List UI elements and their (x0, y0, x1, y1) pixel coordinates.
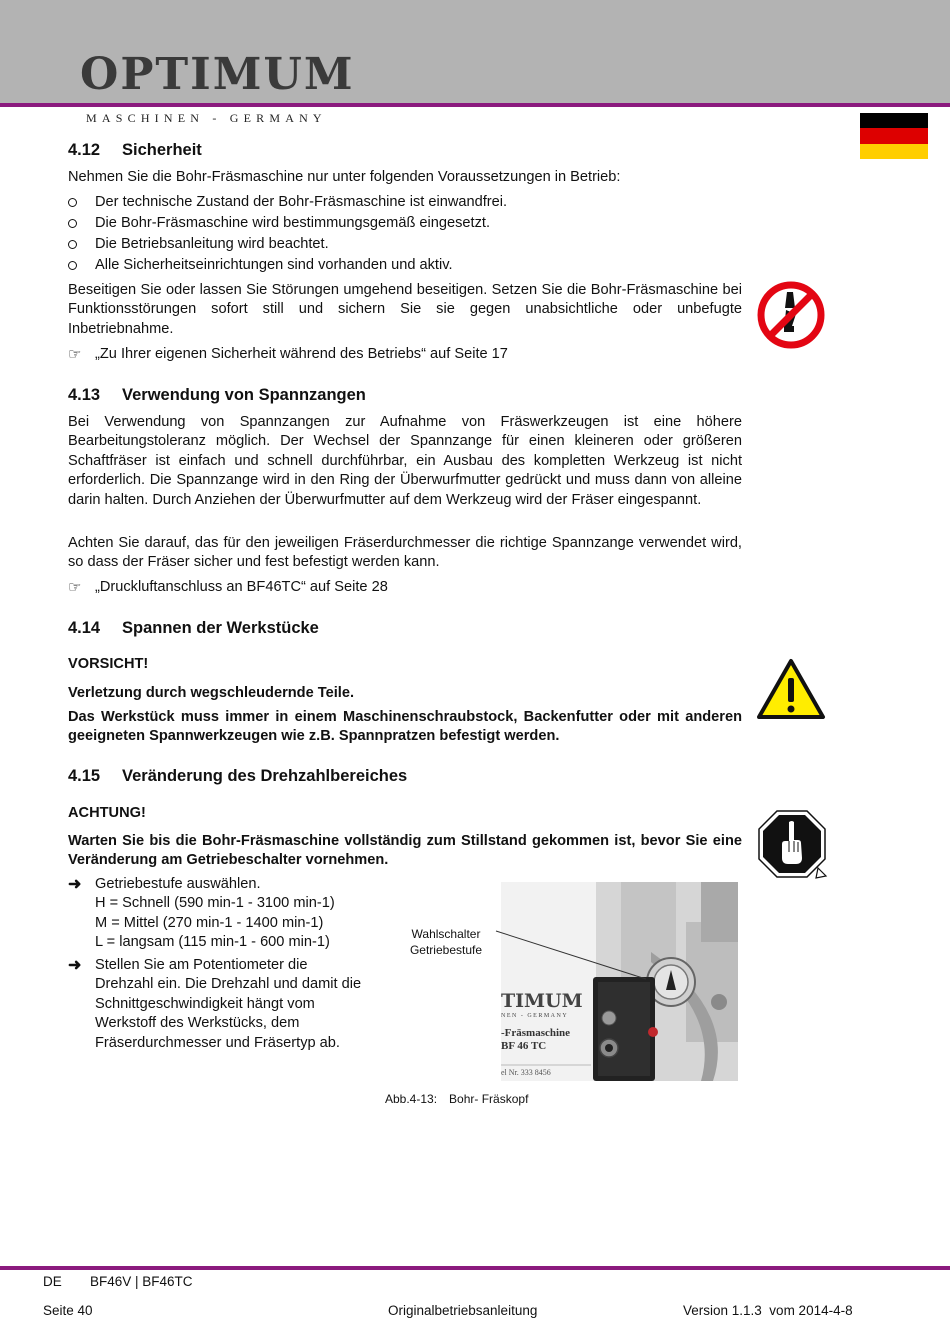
german-flag-icon (860, 113, 928, 159)
caption-text: Bohr- Fräskopf (449, 1092, 529, 1106)
section-number: 4.15 (68, 767, 101, 785)
brand-logo: OPTIMUM (80, 49, 355, 100)
bullet-circle-icon (68, 198, 77, 207)
section-heading-4-13 (68, 386, 366, 405)
section-title: Verwendung von Spannzangen (122, 386, 366, 404)
caption-label: Abb.4-13: (385, 1092, 438, 1106)
footer-document-title: Originalbetriebsanleitung (388, 1303, 538, 1318)
section-title: Veränderung des Drehzahlbereiches (122, 767, 408, 785)
section-heading-4-15 (68, 767, 407, 786)
paragraph-collet-selection: Achten Sie darauf, das für den jeweiligen Fräserdurchmesser die richtige Spannzange verwendet wird, so dass der Fräser sicher und fest befestigt werden kann. (68, 535, 742, 571)
paragraph-malfunction: Beseitigen Sie oder lassen Sie Störungen umgehend beseitigen. Setzen Sie die Bohr-Fräsmaschine bei Funktionsstörungen sofort still und sichern Sie sie gegen unabsichtliche oder unbefugte Inbetriebnahme. (68, 282, 742, 337)
step-text: Stellen Sie am Potentiometer die Drehzahl ein. Die Drehzahl und damit die Schnittgeschwindigkeit hängt vom Werkstoff des Werkstücks, dem Fräserdurchmesser und Fräsertyp ab. (95, 957, 362, 1051)
figure-caption (385, 1092, 540, 1106)
footer-language: DE (43, 1274, 62, 1289)
list-item-text: Die Bohr-Fräsmaschine wird bestimmungsgemäß eingesetzt. (95, 215, 490, 231)
paragraph-collets: Bei Verwendung von Spannzangen zur Aufnahme von Fräswerkzeugen ist eine höhere Bearbeitungstoleranz möglich. Der Wechsel der Spannzange für einen kleineren oder größeren Schaftfräser ist einfach und schnell durchführbar, ein Ausbau des kompletten Werkzeug ist nicht erforderlich. Die Spannzange wird in den Ring der Überwurfmutter gedrückt und muss dann von alleine darin halten. Durch Anziehen der Überwurfmutter auf dem Werkzeug wird der Fräser eingespannt. (68, 414, 742, 508)
section-heading-4-14 (68, 619, 319, 638)
signal-word-caution: VORSICHT! (68, 656, 149, 672)
step-text: Getriebestufe auswählen. (95, 876, 261, 892)
cross-reference-text[interactable]: „Zu Ihrer eigenen Sicherheit während des Betriebs“ auf Seite 17 (95, 346, 508, 362)
footer-divider (0, 1266, 950, 1270)
step-text: M = Mittel (270 min-1 - 1400 min-1) (95, 914, 324, 931)
photo-brand-sub: NEN - GERMANY (501, 1013, 569, 1019)
flag-stripe-black (860, 113, 928, 128)
bullet-circle-icon (68, 240, 77, 249)
header-divider (0, 103, 950, 107)
arrow-right-icon: ➜ (68, 957, 82, 974)
no-switching-icon (756, 280, 826, 350)
photo-serial: el Nr. 333 8456 (501, 1068, 551, 1077)
photo-model-line2: BF 46 TC (501, 1040, 547, 1052)
list-item-text: Alle Sicherheitseinrichtungen sind vorhanden und aktiv. (95, 257, 453, 273)
arrow-right-icon: ➜ (68, 876, 82, 893)
signal-word-attention: ACHTUNG! (68, 805, 146, 821)
safety-instruction: Das Werkstück muss immer in einem Maschinenschraubstock, Backenfutter oder mit anderen geeigneten Spannwerkzeugen wie z.B. Spannpratzen befestigt werden. (68, 709, 742, 745)
list-item-text: Der technische Zustand der Bohr-Fräsmaschine ist einwandfrei. (95, 194, 508, 210)
step-text: H = Schnell (590 min-1 - 3100 min-1) (95, 895, 335, 912)
stop-hand-icon (756, 808, 828, 880)
photo-model-line1: -Fräsmaschine (501, 1027, 571, 1039)
bullet-circle-icon (68, 219, 77, 228)
section-number: 4.14 (68, 619, 101, 637)
flag-stripe-gold (860, 144, 928, 159)
warning-triangle-icon (756, 658, 826, 720)
step-text: L = langsam (115 min-1 - 600 min-1) (95, 934, 330, 951)
hazard-text: Verletzung durch wegschleudernde Teile. (68, 685, 354, 701)
section-number: 4.12 (68, 141, 101, 159)
footer-page-number: Seite 40 (43, 1303, 93, 1318)
cross-reference-text[interactable]: „Druckluftanschluss an BF46TC“ auf Seite 28 (95, 579, 388, 595)
footer-version: Version 1.1.3 vom 2014-4-8 (683, 1303, 853, 1318)
callout-leader-line (494, 925, 654, 985)
callout-label: Wahlschalter Getriebestufe (409, 927, 483, 957)
footer-model: BF46V | BF46TC (90, 1274, 193, 1289)
pointing-hand-icon: ☞ (68, 346, 82, 363)
section-heading-4-12 (68, 141, 202, 160)
safety-instruction: Warten Sie bis die Bohr-Fräsmaschine vollständig zum Stillstand gekommen ist, bevor Sie eine Veränderung am Getriebeschalter vornehmen. (68, 833, 742, 869)
section-title: Spannen der Werkstücke (122, 619, 319, 637)
photo-brand: TIMUM (501, 990, 583, 1012)
paragraph-intro: Nehmen Sie die Bohr-Fräsmaschine nur unter folgenden Voraussetzungen in Betrieb: (68, 169, 621, 185)
section-title: Sicherheit (122, 141, 202, 159)
brand-tagline: MASCHINEN - GERMANY (86, 111, 327, 125)
bullet-circle-icon (68, 261, 77, 270)
pointing-hand-icon: ☞ (68, 579, 82, 596)
section-number: 4.13 (68, 386, 101, 404)
list-item-text: Die Betriebsanleitung wird beachtet. (95, 236, 329, 252)
flag-stripe-red (860, 128, 928, 143)
